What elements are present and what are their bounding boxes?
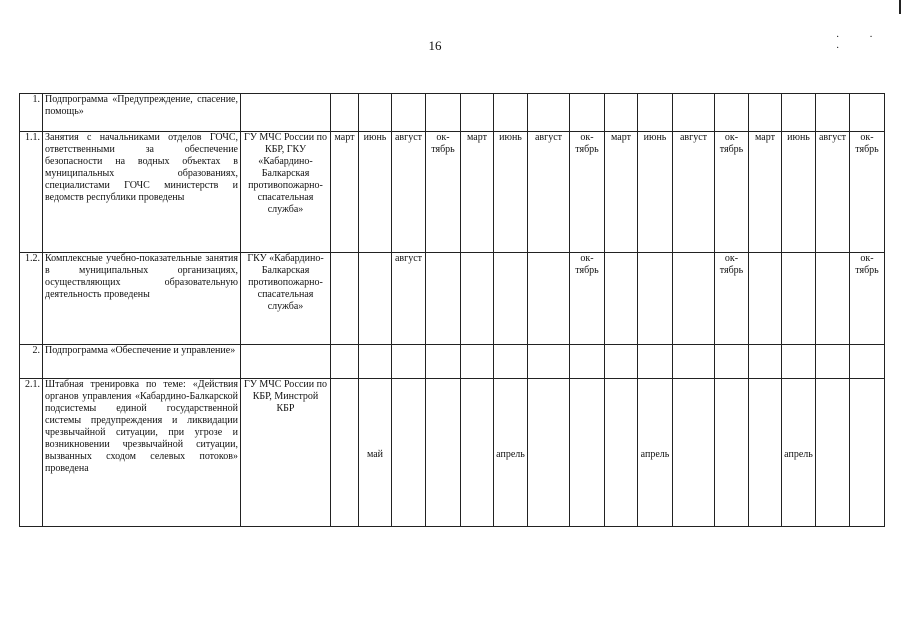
table-row [20,132,885,253]
month-cell [392,345,426,379]
month-cell [638,253,673,345]
month-cell [673,132,715,253]
month-cell [392,379,426,527]
month-label: август [534,132,563,143]
month-cell [494,132,528,253]
month-cell [331,132,359,253]
month-cell [715,253,749,345]
month-cell [426,94,461,132]
month-cell [638,345,673,379]
month-cell [494,379,528,527]
table-row [20,379,885,527]
month-cell [426,379,461,527]
month-cell [605,132,638,253]
month-cell [494,94,528,132]
month-cell [749,345,782,379]
month-label: ок-тябрь [719,253,744,276]
month-cell [528,253,570,345]
month-cell [570,253,605,345]
month-cell [570,132,605,253]
month-cell [638,379,673,527]
month-cell [392,94,426,132]
month-label: май [366,449,384,460]
month-cell [528,132,570,253]
month-cell [850,345,885,379]
month-cell [816,345,850,379]
month-cell [715,132,749,253]
month-cell [816,253,850,345]
month-cell [392,132,426,253]
month-cell [715,94,749,132]
month-cell [673,94,715,132]
month-cell [782,379,816,527]
row-number: 1. [20,94,43,132]
scan-marks: ·· · [836,32,903,54]
month-cell [782,345,816,379]
month-cell [359,345,392,379]
month-cell [638,132,673,253]
month-cell [570,345,605,379]
month-cell [570,94,605,132]
row-number: 2.1. [20,379,43,527]
month-label: август [679,132,708,143]
month-cell [331,253,359,345]
month-cell [850,94,885,132]
month-cell [715,345,749,379]
month-cell [782,94,816,132]
activity-schedule-table [19,93,885,527]
month-label: ок-тябрь [431,132,455,155]
executor [241,94,331,132]
month-cell [605,345,638,379]
month-cell [426,345,461,379]
month-cell [426,253,461,345]
month-label: август [394,253,423,264]
month-cell [359,253,392,345]
month-cell [749,379,782,527]
row-number: 1.1. [20,132,43,253]
month-cell [816,379,850,527]
scan-edge-mark [899,0,901,14]
month-cell [638,94,673,132]
row-number: 1.2. [20,253,43,345]
month-label: апрель [640,449,670,460]
executor: ГУ МЧС России по КБР, Минстрой КБР [241,379,331,527]
executor: ГУ МЧС России по КБР, ГКУ «Кабардино-Балкарская противопожарно-спасательная служба» [241,132,331,253]
table-row [20,253,885,345]
month-cell [494,345,528,379]
month-cell [359,379,392,527]
month-label: ок-тябрь [855,132,879,155]
month-label: ок-тябрь [575,132,599,155]
month-cell [749,94,782,132]
executor [241,345,331,379]
month-cell [605,94,638,132]
month-label: март [334,132,355,143]
month-label: ок-тябрь [719,132,744,155]
month-cell [782,132,816,253]
activity-name: Подпрограмма «Обеспечение и управление» [43,345,241,379]
month-cell [782,253,816,345]
page-number: 16 [428,38,442,53]
month-cell [461,132,494,253]
table-row [20,94,885,132]
month-cell [461,345,494,379]
month-cell [528,345,570,379]
month-cell [850,253,885,345]
month-cell [816,94,850,132]
month-cell [461,253,494,345]
month-label: ок-тябрь [855,253,879,276]
month-label: март [755,132,775,143]
month-cell [426,132,461,253]
month-cell [850,379,885,527]
month-label: июнь [363,132,387,143]
month-cell [461,94,494,132]
month-cell [528,379,570,527]
month-label: ок-тябрь [575,253,599,276]
row-number: 2. [20,345,43,379]
month-cell [494,253,528,345]
month-cell [528,94,570,132]
month-cell [605,379,638,527]
month-cell [605,253,638,345]
month-cell [673,345,715,379]
month-cell [331,379,359,527]
month-label: июнь [499,132,522,143]
month-label: август [818,132,847,143]
month-cell [359,132,392,253]
month-label: июнь [643,132,667,143]
month-cell [816,132,850,253]
month-cell [749,253,782,345]
month-label: апрель [496,449,525,460]
month-cell [570,379,605,527]
month-label: июнь [787,132,810,143]
activity-name: Штабная тренировка по теме: «Действия органов управления «Кабардино-Балкарской подсистемы единой государственной системы предупреждения и ликвидации чрезвычайной ситуации, при угрозе и возникновении чрезвычайной ситуации, вызванных сходом селевых потоков» проведена [43,379,241,527]
table-row [20,345,885,379]
month-cell [850,132,885,253]
month-cell [461,379,494,527]
month-cell [715,379,749,527]
month-label: март [467,132,487,143]
month-cell [673,253,715,345]
month-cell [331,345,359,379]
activity-name: Занятия с начальниками отделов ГОЧС, ответственными за обеспечение безопасности на водных объектах в муниципальных образованиях, специалистами ГОЧС министерств и ведомств республики проведены [43,132,241,253]
month-label: март [611,132,631,143]
month-label: август [394,132,423,143]
month-cell [673,379,715,527]
activity-name: Подпрограмма «Предупреждение, спасение, помощь» [43,94,241,132]
month-cell [392,253,426,345]
month-label: апрель [784,449,813,460]
month-cell [331,94,359,132]
month-cell [749,132,782,253]
executor: ГКУ «Кабардино-Балкарская противопожарно-спасательная служба» [241,253,331,345]
month-cell [359,94,392,132]
activity-name: Комплексные учебно-показательные занятия в муниципальных организациях, осуществляющих образовательную деятельность проведены [43,253,241,345]
